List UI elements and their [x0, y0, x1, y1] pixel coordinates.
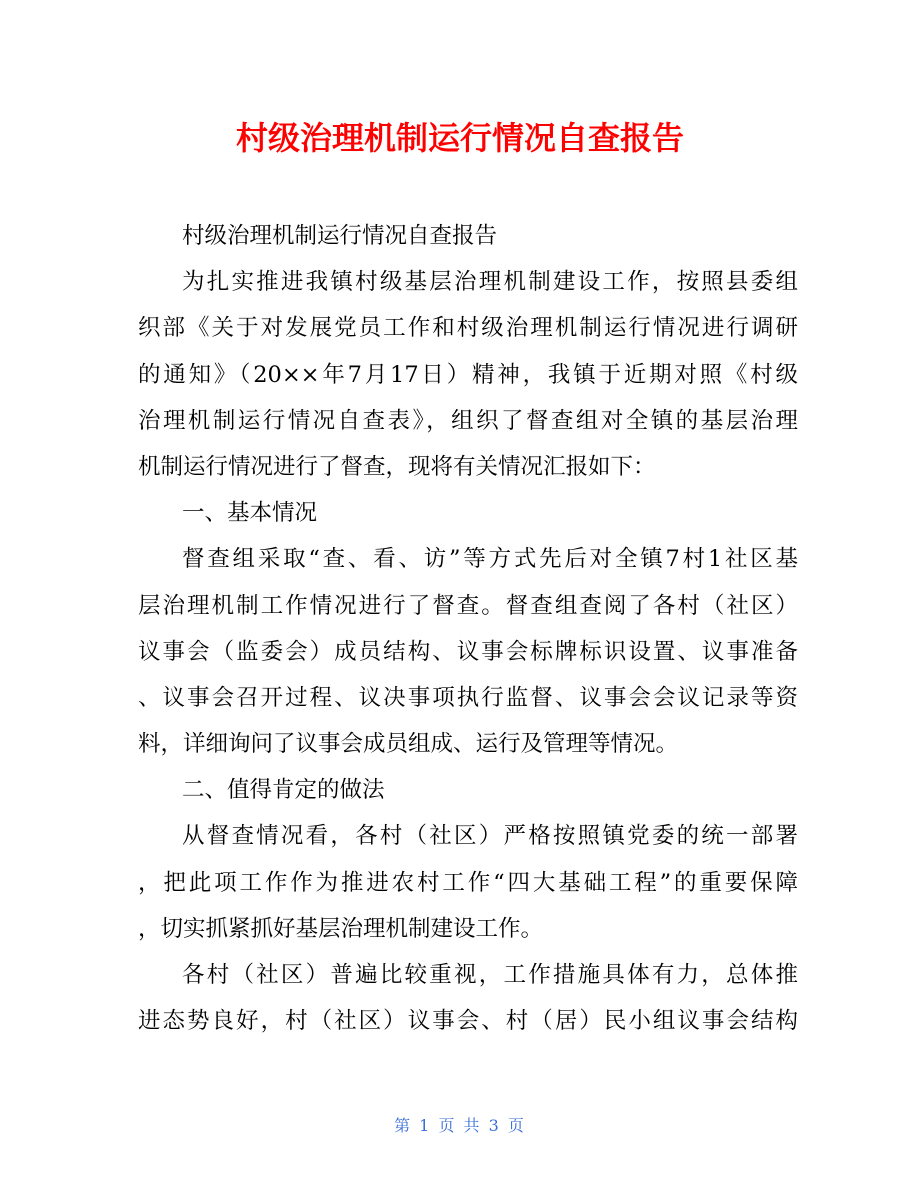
text-line: 层治理机制工作情况进行了督查。督查组查阅了各村（社区）	[138, 592, 798, 619]
document-body	[138, 213, 798, 1044]
text-line: 村级治理机制运行情况自查报告	[182, 223, 498, 249]
text-line: 治理机制运行情况自查表》，组织了督查组对全镇的基层治理	[138, 407, 798, 434]
text-line: 的通知》（20××年7月17日）精神，我镇于近期对照《村级	[138, 361, 798, 388]
text-line: 从督查情况看，各村（社区）严格按照镇党委的统一部署	[182, 823, 798, 850]
text-line: 织部《关于对发展党员工作和村级治理机制运行情况进行调研	[138, 315, 798, 342]
text-line: ，切实抓紧抓好基层治理机制建设工作。	[138, 915, 544, 942]
text-line: 各村（社区）普遍比较重视，工作措施具体有力，总体推	[182, 962, 798, 988]
section-heading: 二、值得肯定的做法	[182, 777, 385, 804]
text-line: 机制运行情况进行了督查，现将有关情况汇报如下：	[138, 453, 656, 480]
document-title: 村级治理机制运行情况自查报告	[235, 119, 684, 157]
text-line: 为扎实推进我镇村级基层治理机制建设工作，按照县委组	[182, 269, 798, 296]
text-line: 进态势良好，村（社区）议事会、村（居）民小组议事会结构	[138, 1008, 798, 1035]
text-line: ，把此项工作作为推进农村工作“四大基础工程”的重要保障	[138, 869, 798, 896]
text-line: 议事会（监委会）成员结构、议事会标牌标识设置、议事准备	[138, 638, 798, 665]
text-line: 督查组采取“查、看、访”等方式先后对全镇7村1社区基	[182, 546, 798, 573]
section-heading: 一、基本情况	[182, 500, 318, 527]
text-line: 料，详细询问了议事会成员组成、运行及管理等情况。	[138, 731, 679, 758]
page-number: 第 1 页 共 3 页	[394, 1116, 526, 1135]
text-line: 、议事会召开过程、议决事项执行监督、议事会会议记录等资	[138, 684, 798, 711]
